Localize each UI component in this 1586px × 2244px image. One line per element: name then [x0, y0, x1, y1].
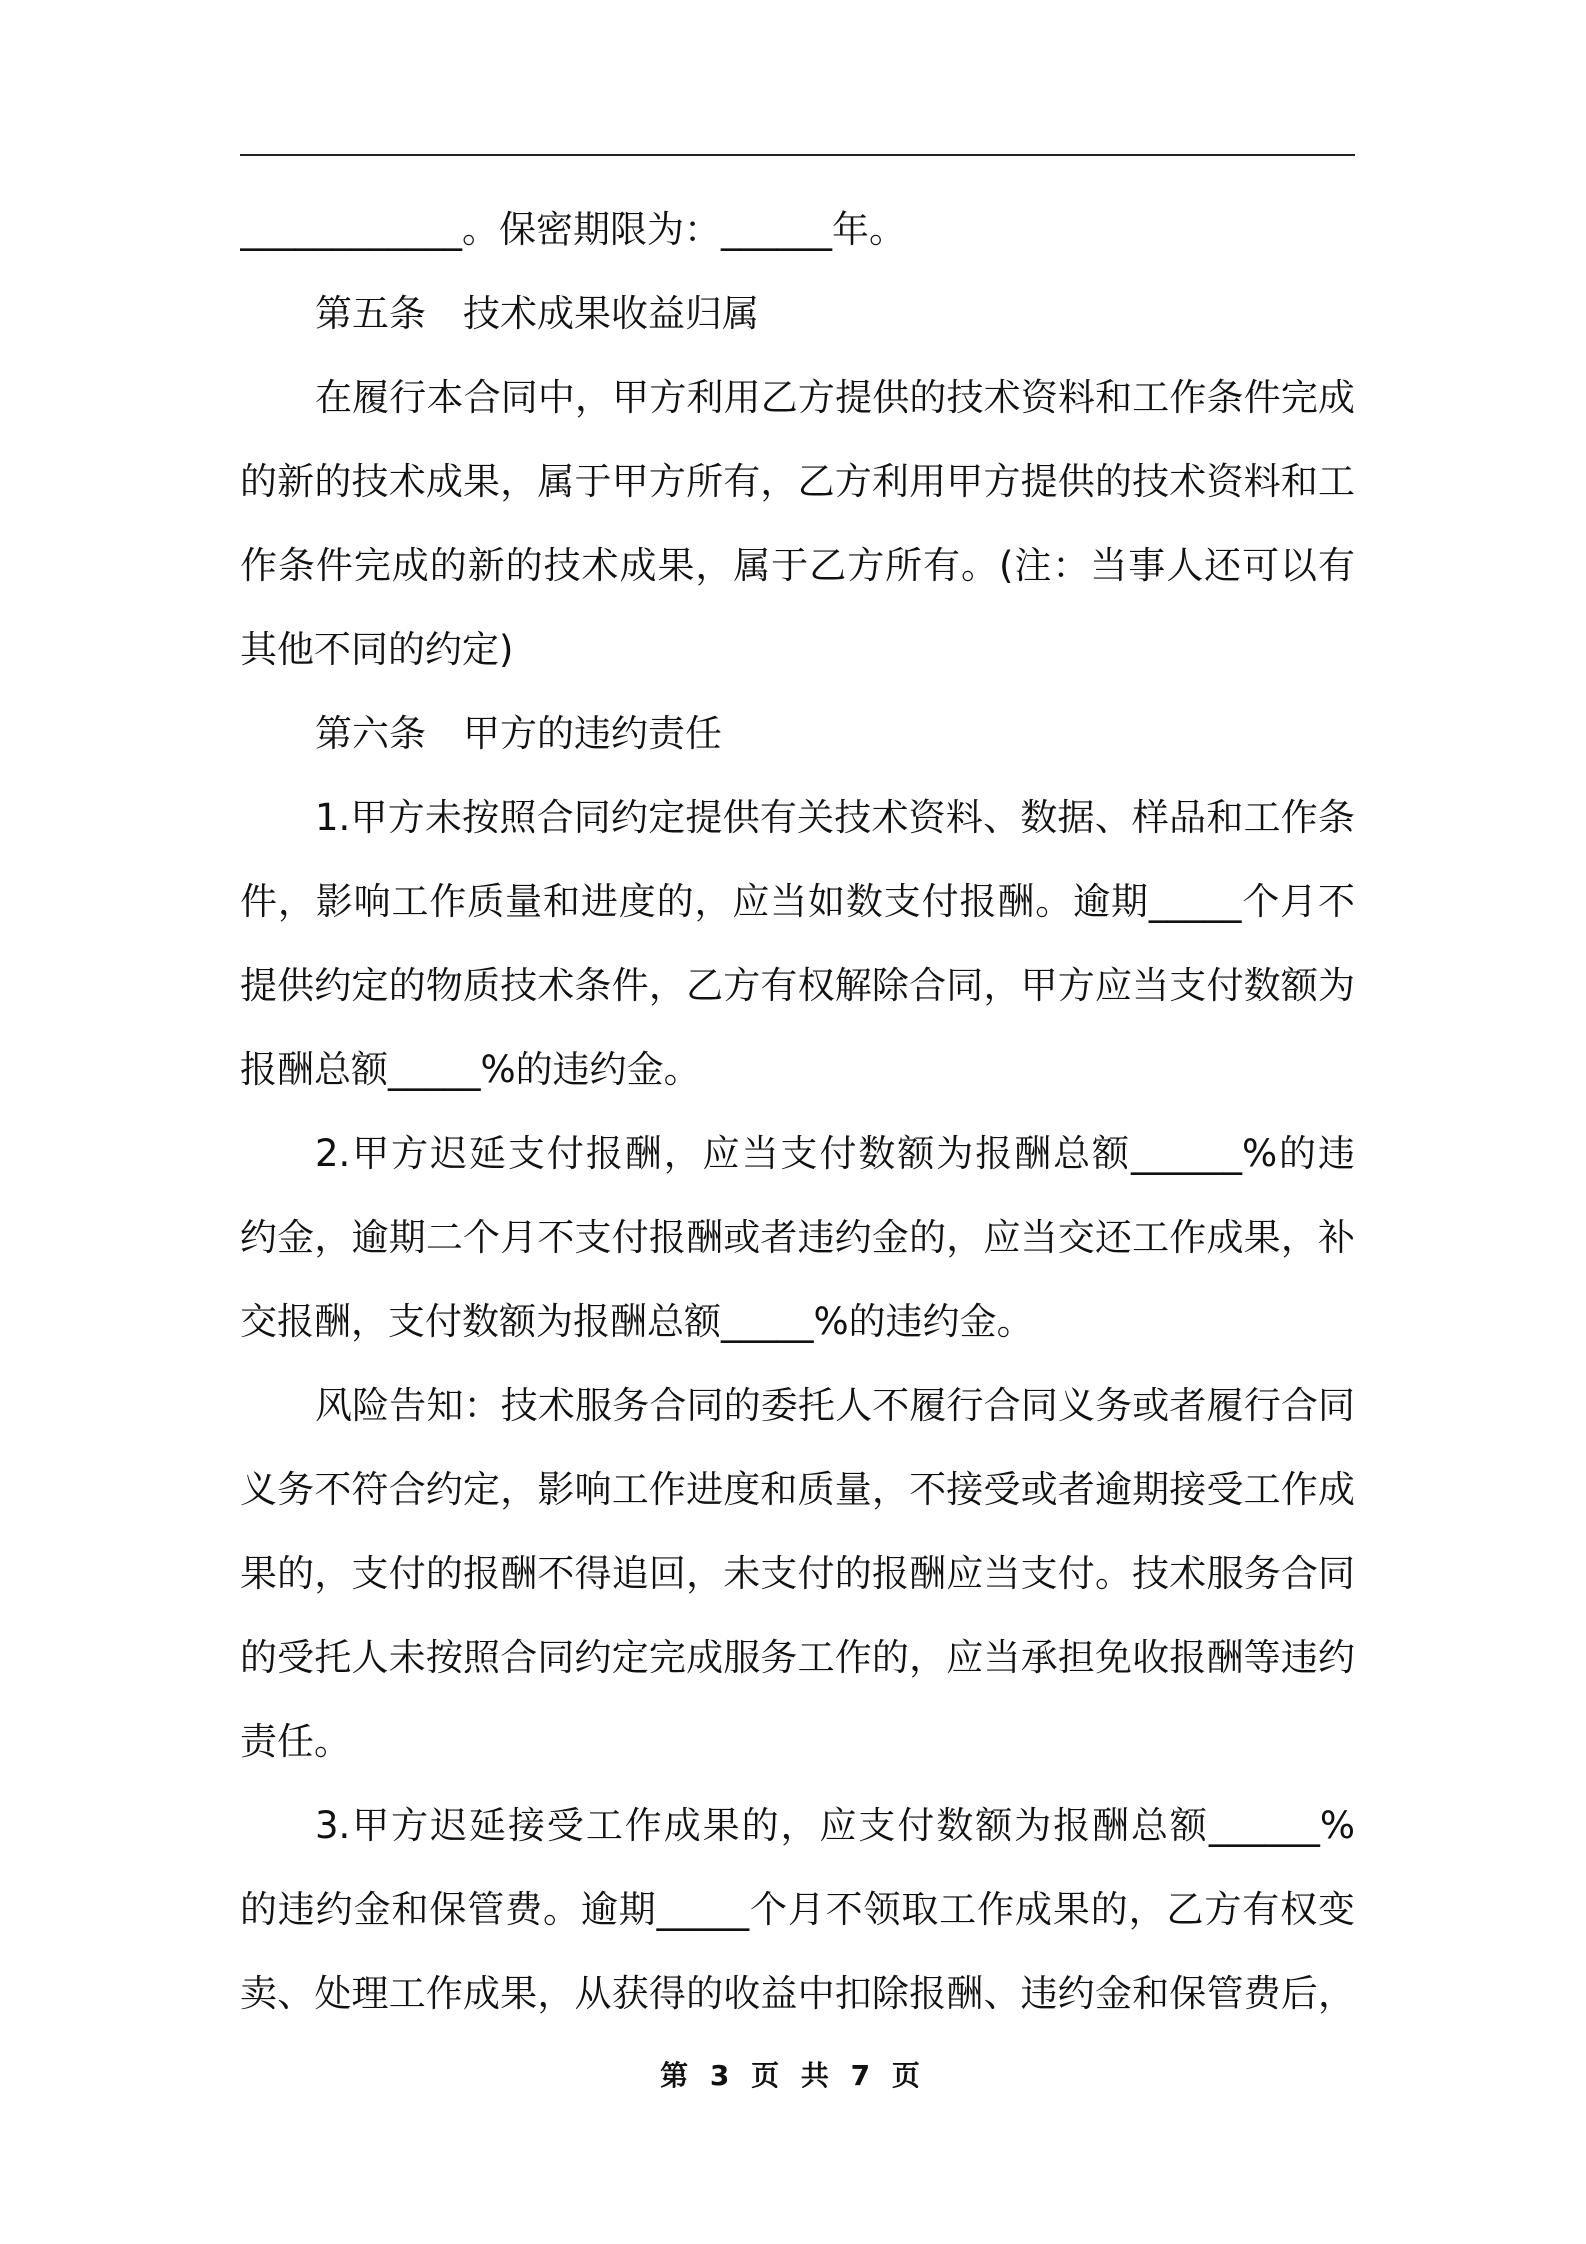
text-line: ____________。保密期限为：______年。: [240, 208, 906, 251]
text-line: 果的，支付的报酬不得追回，未支付的报酬应当支付。技术服务合同: [240, 1552, 1355, 1595]
text-line: 风险告知：技术服务合同的委托人不履行合同义务或者履行合同: [315, 1384, 1355, 1427]
text-line: 的新的技术成果，属于甲方所有，乙方利用甲方提供的技术资料和工: [240, 460, 1355, 503]
text-line: 交报酬，支付数额为报酬总额_____%的违约金。: [240, 1300, 1034, 1343]
text-line: 的违约金和保管费。逾期_____个月不领取工作成果的，乙方有权变: [240, 1888, 1355, 1931]
page-number-footer: 第 3 页 共 7 页: [660, 2059, 926, 2092]
text-line: 提供约定的物质技术条件，乙方有权解除合同，甲方应当支付数额为: [240, 964, 1355, 1007]
text-line: 1.甲方未按照合同约定提供有关技术资料、数据、样品和工作条: [315, 796, 1355, 839]
text-line: 2.甲方迟延支付报酬，应当支付数额为报酬总额______%的违: [315, 1132, 1355, 1175]
text-line: 义务不符合约定，影响工作进度和质量，不接受或者逾期接受工作成: [240, 1468, 1355, 1511]
text-line: 责任。: [240, 1720, 351, 1763]
text-line: 第六条 甲方的违约责任: [315, 712, 722, 755]
text-line: 的受托人未按照合同约定完成服务工作的，应当承担免收报酬等违约: [240, 1636, 1355, 1679]
document-body: [240, 188, 1355, 2036]
text-line: 在履行本合同中，甲方利用乙方提供的技术资料和工作条件完成: [315, 376, 1355, 419]
text-line: 3.甲方迟延接受工作成果的，应支付数额为报酬总额______%: [315, 1804, 1355, 1847]
text-line: 作条件完成的新的技术成果，属于乙方所有。(注：当事人还可以有: [240, 544, 1355, 587]
text-line: 其他不同的约定): [240, 628, 514, 671]
text-line: 报酬总额_____%的违约金。: [240, 1048, 701, 1091]
text-line: 卖、处理工作成果，从获得的收益中扣除报酬、违约金和保管费后，: [240, 1972, 1355, 2015]
text-line: 件，影响工作质量和进度的，应当如数支付报酬。逾期_____个月不: [240, 880, 1355, 923]
text-line: 第五条 技术成果收益归属: [315, 292, 759, 335]
text-line: 约金，逾期二个月不支付报酬或者违约金的，应当交还工作成果，补: [240, 1216, 1355, 1259]
header-rule: [240, 154, 1355, 156]
